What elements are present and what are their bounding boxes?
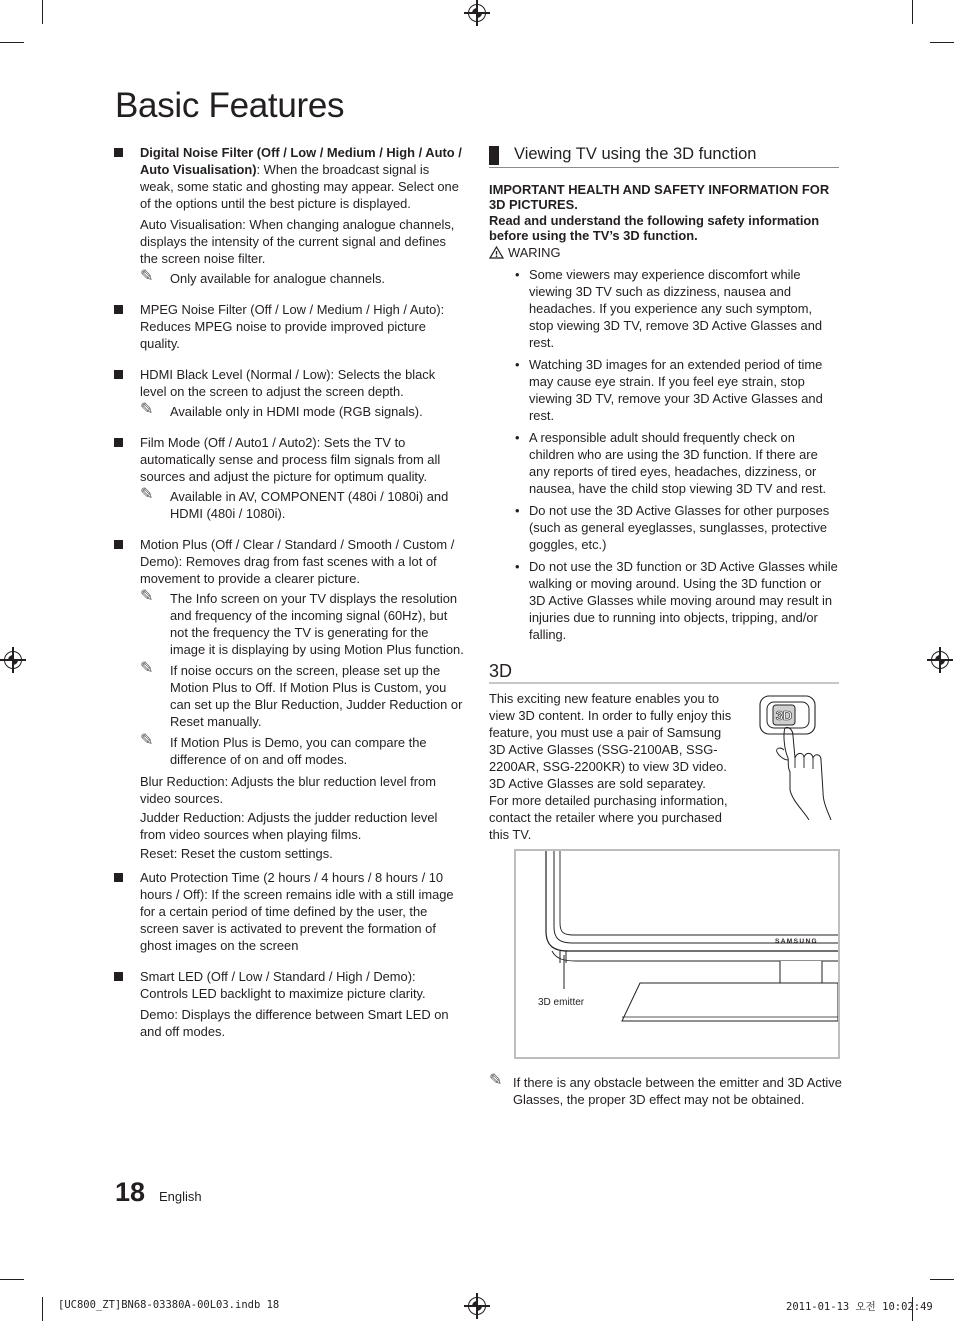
- pencil-note-icon: ✎: [140, 268, 154, 285]
- item-heading: HDMI Black Level (Normal / Low): [140, 367, 331, 382]
- note: [140, 270, 464, 287]
- registration-mark-icon: [468, 4, 486, 22]
- list-item: [114, 968, 464, 1040]
- bullet-text: A responsible adult should frequently check on children who are using the 3D function. If there are any reports of tired eyes, headaches, dizziness, or nausea, have the child stop viewing 3D TV and rest.: [529, 430, 827, 496]
- bullet-text: Do not use the 3D function or 3D Active Glasses while walking or moving around. Using the 3D function or 3D Active Glasses while moving around may result in injuries due to running into objects, tripping, and/or falling.: [529, 559, 838, 642]
- crop-mark: [930, 1279, 954, 1280]
- tv-3d-emitter-illustration: [514, 849, 840, 1059]
- item-heading: Digital Noise Filter (Off / Low / Medium / High / Auto / Auto Visualisation): [140, 145, 462, 177]
- subsection-heading: 3D: [489, 663, 839, 684]
- item-heading: MPEG Noise Filter (Off / Low / Medium / High / Auto): [140, 302, 441, 317]
- crop-mark: [0, 1279, 24, 1280]
- bullet-dot-icon: •: [515, 357, 520, 372]
- sub-text: : Displays the difference between Smart LED on and off modes.: [140, 1007, 449, 1039]
- pencil-note-icon: ✎: [140, 588, 154, 605]
- note-bold: Demo: [264, 735, 299, 750]
- warning-label: WARING: [508, 245, 561, 260]
- note-bold: Motion Plus: [344, 642, 412, 657]
- note: [140, 590, 464, 658]
- sub-text: : Reset the custom settings.: [173, 846, 333, 861]
- warning-triangle-icon: [489, 246, 504, 259]
- registration-mark-icon: [4, 651, 22, 669]
- list-item: [114, 301, 464, 352]
- note-text: or: [447, 697, 463, 712]
- crop-mark: [42, 0, 43, 24]
- note-text: Only available for analogue channels.: [170, 271, 385, 286]
- bullet-item: [489, 558, 839, 643]
- pencil-note-icon: ✎: [140, 732, 154, 749]
- heading-bar-icon: [489, 146, 499, 165]
- item-text: : If the screen remains idle with a still image for a certain period of time defined by the user, the screen saver is activated to prevent the formation of ghost images on the screen: [140, 887, 454, 953]
- important-notice: [489, 213, 839, 243]
- item-heading: Motion Plus (Off / Clear / Standard / Smooth / Custom / Demo):: [140, 537, 455, 569]
- pencil-note-icon: ✎: [140, 401, 154, 418]
- square-bullet-icon: [114, 148, 123, 157]
- note-text: If there is any obstacle between the emitter and 3D Active Glasses, the proper 3D effect may not be obtained.: [513, 1075, 842, 1107]
- bullet-dot-icon: •: [515, 503, 520, 518]
- pencil-note-icon: ✎: [140, 660, 154, 677]
- note-text: is: [357, 680, 374, 695]
- note-text: , you can set up the Blur Reduction,: [170, 680, 447, 712]
- list-item: [114, 144, 464, 287]
- bullet-dot-icon: •: [515, 430, 520, 445]
- note-text: function.: [411, 642, 464, 657]
- square-bullet-icon: [114, 370, 123, 379]
- crop-mark: [912, 0, 913, 24]
- intro-paragraph: For more detailed purchasing information, contact the retailer where you purchased this TV.: [489, 793, 728, 842]
- pencil-note-icon: ✎: [140, 486, 154, 503]
- bullet-item: [489, 502, 839, 553]
- square-bullet-icon: [114, 972, 123, 981]
- sub-item: [140, 809, 464, 843]
- sub-heading: Reset: [140, 846, 174, 861]
- sub-item: [140, 216, 464, 267]
- crop-mark: [42, 1297, 43, 1321]
- note-text: manually.: [203, 714, 262, 729]
- note-bold: Motion Plus: [290, 680, 358, 695]
- pencil-note-icon: ✎: [489, 1072, 503, 1089]
- button-3d-label: 3D: [775, 708, 793, 723]
- crop-mark: [0, 42, 24, 43]
- bullet-text: Some viewers may experience discomfort while viewing 3D TV such as dizziness, nausea and headaches. If you experience any such symptom, stop viewing 3D TV, remove 3D Active Glasses and rest.: [529, 267, 823, 350]
- square-bullet-icon: [114, 873, 123, 882]
- bullet-text: Watching 3D images for an extended period of time may cause eye strain. If you feel eye strain, stop viewing 3D TV, remove your 3D Active Glasses and rest.: [529, 357, 823, 423]
- registration-mark-icon: [931, 651, 949, 669]
- bullet-item: [489, 266, 839, 351]
- sub-text: : When changing analogue channels, displays the intensity of the current signal and defines the screen noise filter.: [140, 217, 455, 266]
- item-text: : When the broadcast signal is weak, some static and ghosting may appear. Select one of the options until the best picture is displayed.: [140, 162, 459, 211]
- item-heading: Smart LED (Off / Low / Standard / High / Demo): [140, 969, 412, 984]
- square-bullet-icon: [114, 305, 123, 314]
- list-item: [114, 536, 464, 862]
- note-text: The Info screen on your TV displays the resolution and frequency of the incoming signal (60Hz), but not the frequency the TV is generating for the image it is displaying by using: [170, 591, 458, 657]
- list-item: [114, 434, 464, 522]
- left-column: [114, 144, 464, 1047]
- page-title: Basic Features: [115, 86, 345, 125]
- page-number: 18: [115, 1177, 146, 1207]
- note: [489, 1074, 853, 1108]
- bullet-text: Do not use the 3D Active Glasses for other purposes (such as general eyeglasses, sunglasses, protective goggles, etc.): [529, 503, 830, 552]
- sub-text: : Adjusts the judder reduction level from video sources when playing films.: [140, 810, 438, 842]
- important-text: IMPORTANT HEALTH AND SAFETY INFORMATION FOR 3D PICTURES.: [489, 182, 830, 212]
- important-text: Read and understand the following safety information before using the TV’s 3D function.: [489, 213, 820, 243]
- tv-drawing: [516, 851, 838, 1057]
- note-bold: Custom: [373, 680, 419, 695]
- sub-heading: Blur Reduction: [140, 774, 225, 789]
- note: [140, 403, 464, 420]
- note-text: , you can compare the difference of on and off modes.: [170, 735, 427, 767]
- note: [140, 734, 464, 768]
- item-text: : Selects the black level on the screen to adjust the screen depth.: [140, 367, 436, 399]
- sub-text: : Adjusts the blur reduction level from video sources.: [140, 774, 436, 806]
- sub-item: [140, 845, 464, 862]
- list-item: [114, 869, 464, 954]
- registration-mark-icon: [468, 1297, 486, 1315]
- item-heading: Auto Protection Time (2 hours / 4 hours / 8 hours / 10 hours / Off): [140, 870, 444, 902]
- tv-brand-logo: SAMSUNG: [774, 938, 818, 945]
- item-text: Removes drag from fast scenes with a lot of movement to provide a clearer picture.: [140, 554, 437, 586]
- page-language: English: [159, 1189, 202, 1204]
- sub-heading: Demo: [140, 1007, 175, 1022]
- bullet-dot-icon: •: [515, 267, 520, 282]
- important-notice: [489, 182, 839, 212]
- intro-paragraph: This exciting new feature enables you to view 3D content. In order to fully enjoy this feature, you must use a pair of Samsung 3D Active Glasses (SSG-2100AB, SSG-2200AR, SSG-2200KR) to view 3D video. 3D Active Glasses are sold separatey.: [489, 691, 732, 791]
- note: [140, 488, 464, 522]
- section-heading: [489, 144, 839, 168]
- sub-heading: Auto Visualisation: [140, 217, 243, 232]
- note-text: If noise occurs on the screen, please set up the: [170, 663, 441, 678]
- section-title: Viewing TV using the 3D function: [514, 145, 757, 163]
- list-item: [114, 366, 464, 420]
- hand-pressing-3d-button-illustration: [757, 694, 841, 820]
- item-text: : Reduces MPEG noise to provide improved picture quality.: [140, 302, 445, 351]
- warning: [489, 244, 839, 261]
- note-bold: Motion Plus: [170, 680, 238, 695]
- square-bullet-icon: [114, 540, 123, 549]
- note-bold: Judder Reduction: [346, 697, 448, 712]
- sub-item: [140, 1006, 464, 1040]
- sub-heading: Judder Reduction: [140, 810, 242, 825]
- item-heading: Film Mode (Off / Auto1 / Auto2): [140, 435, 317, 450]
- note-text: Available only in HDMI mode (RGB signals).: [170, 404, 423, 419]
- bullet-dot-icon: •: [515, 559, 520, 574]
- sub-item: [140, 773, 464, 807]
- note: [140, 662, 464, 730]
- note-bold: Reset: [170, 714, 204, 729]
- note-text: Available in AV, COMPONENT (480i / 1080i) and HDMI (480i / 1080i).: [170, 489, 449, 521]
- square-bullet-icon: [114, 438, 123, 447]
- footer-file-info: [UC800_ZT]BN68-03380A-00L03.indb 18: [58, 1299, 280, 1311]
- note-text: If: [170, 735, 181, 750]
- note-text: to Off. If: [237, 680, 291, 695]
- note-text: is: [248, 735, 265, 750]
- footer-timestamp: 2011-01-13 오전 10:02:49: [786, 1301, 933, 1313]
- emitter-label: 3D emitter: [538, 997, 585, 1008]
- bullet-item: [489, 356, 839, 424]
- item-text: : Sets the TV to automatically sense and process film signals from all sources and adjust the picture for optimum quality.: [140, 435, 441, 484]
- note-bold: Motion Plus: [180, 735, 249, 750]
- item-text: : Controls LED backlight to maximize picture clarity.: [140, 969, 426, 1001]
- crop-mark: [930, 42, 954, 43]
- bullet-item: [489, 429, 839, 497]
